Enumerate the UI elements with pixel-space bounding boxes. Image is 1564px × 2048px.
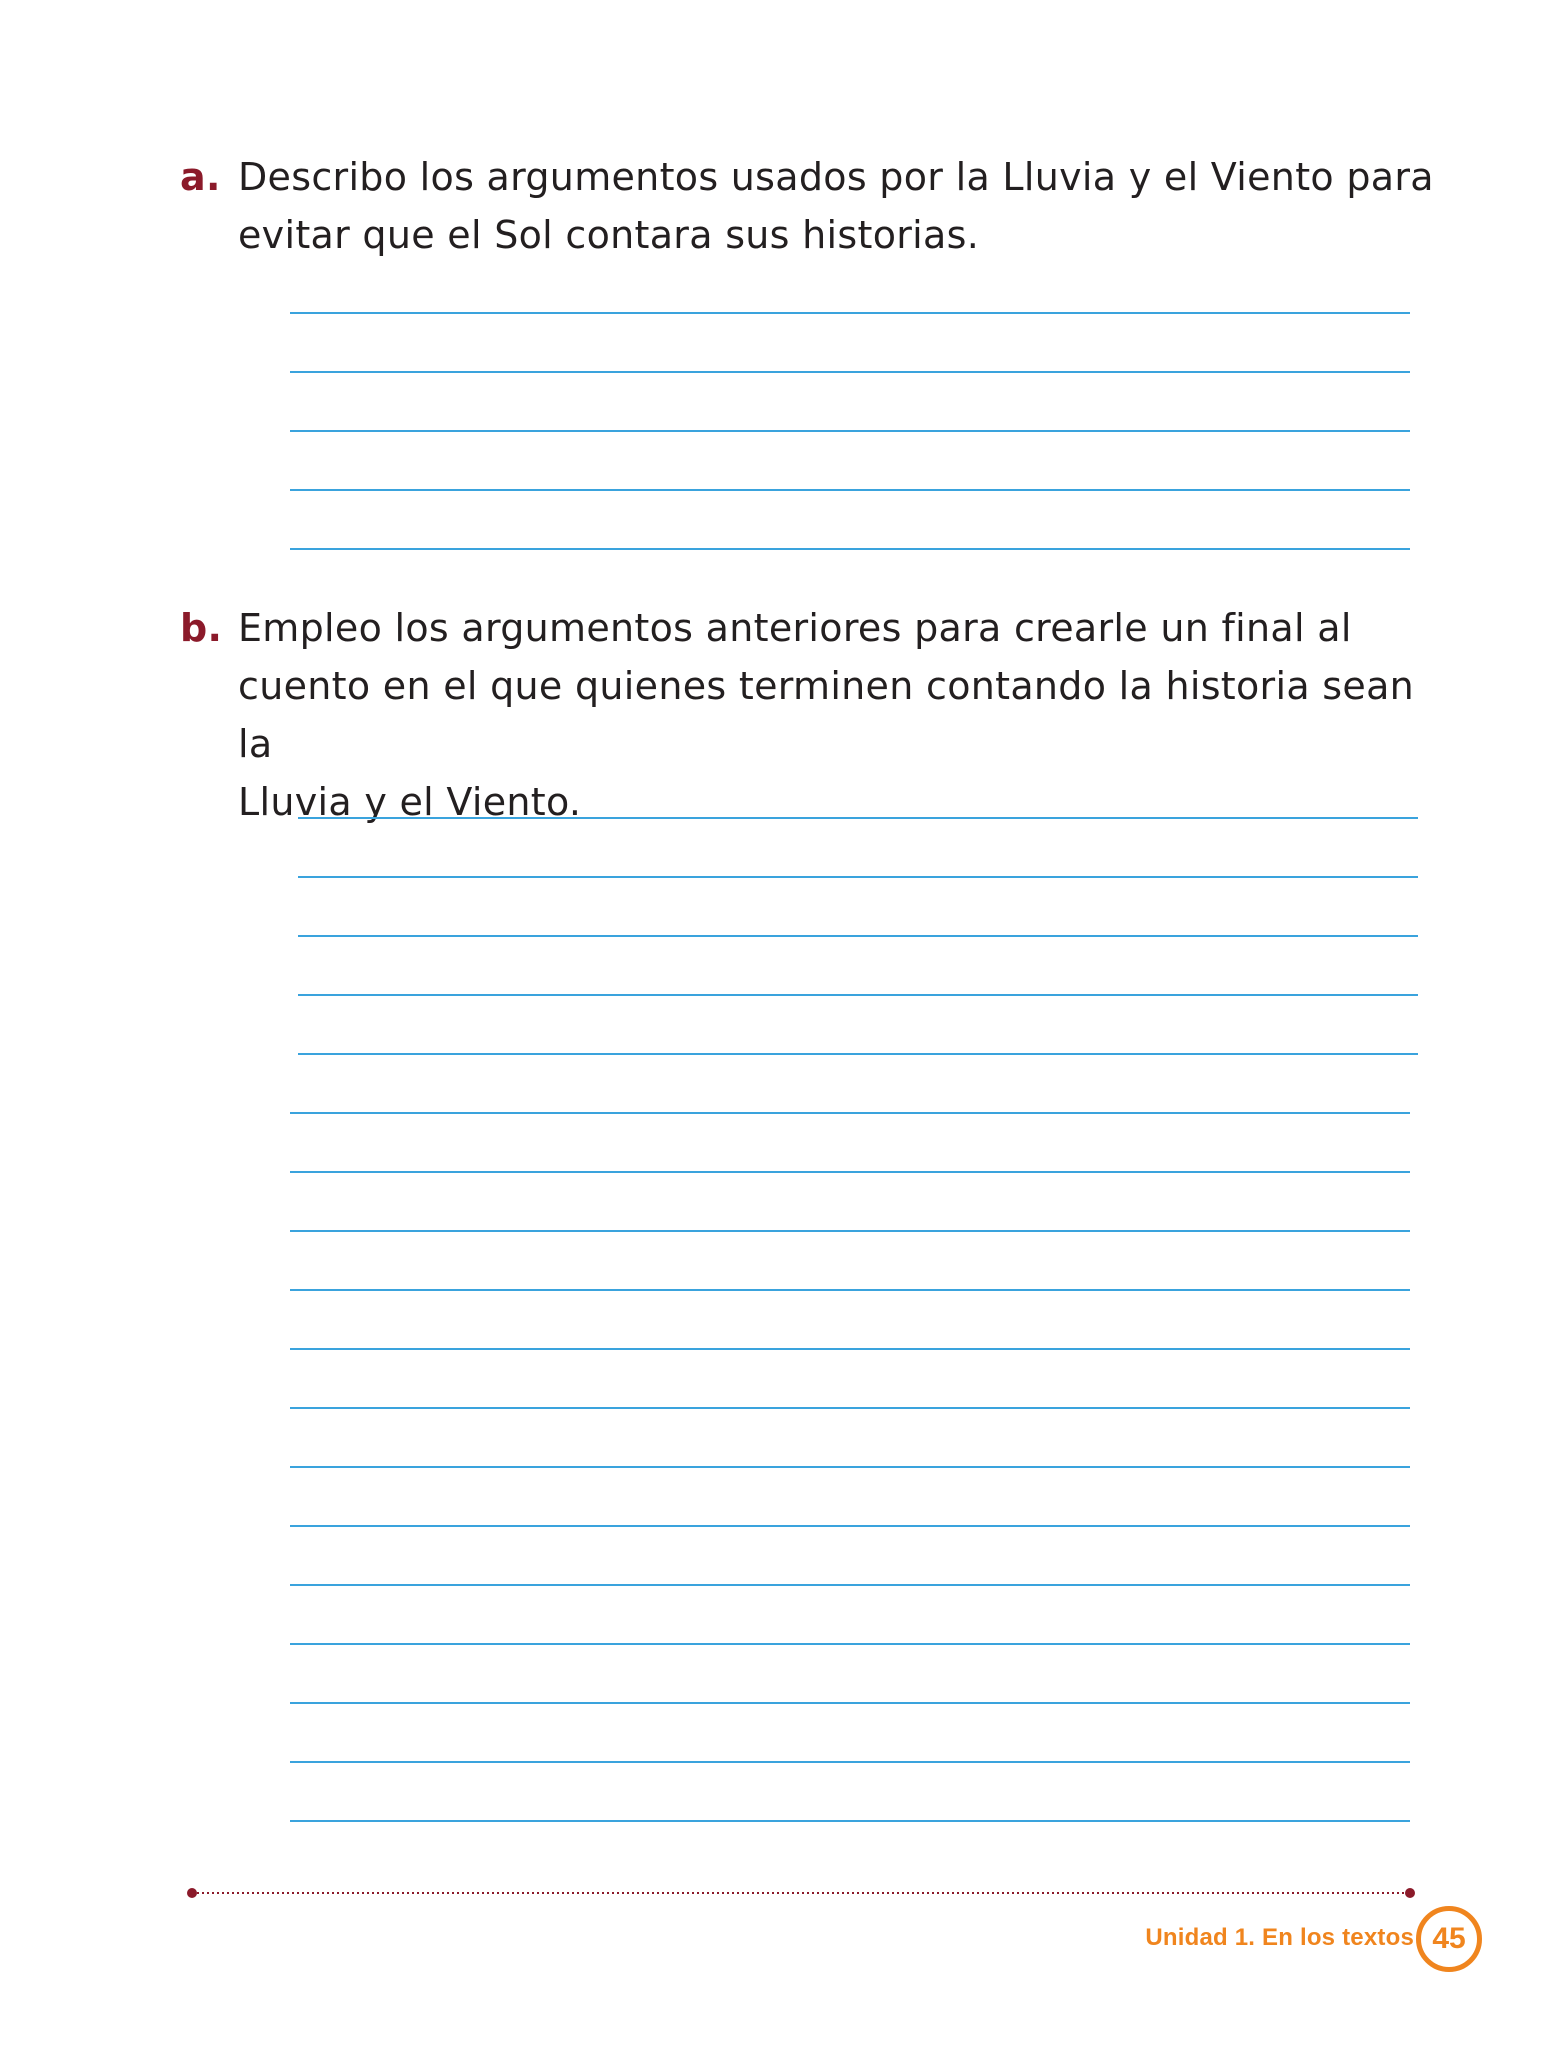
page-number: 45 [1432, 1922, 1466, 1955]
unit-label: Unidad 1. En los textos [1145, 1924, 1414, 1951]
question-letter: a. [180, 155, 221, 199]
footer-rule-dot-left [187, 1888, 197, 1898]
question-text-line: Empleo los argumentos anteriores para crearle un final al [238, 606, 1352, 650]
question-text-line: Lluvia y el Viento. [238, 780, 582, 824]
question-text-line: cuento en el que quienes terminen contando la historia sean la [238, 664, 1415, 766]
question-text-line: evitar que el Sol contara sus historias. [238, 213, 980, 257]
question-text-line: Describo los argumentos usados por la Lluvia y el Viento para [238, 155, 1434, 199]
question-letter: b. [180, 606, 223, 650]
footer-rule-dot-right [1405, 1888, 1415, 1898]
page-number-badge [1416, 1906, 1482, 1972]
